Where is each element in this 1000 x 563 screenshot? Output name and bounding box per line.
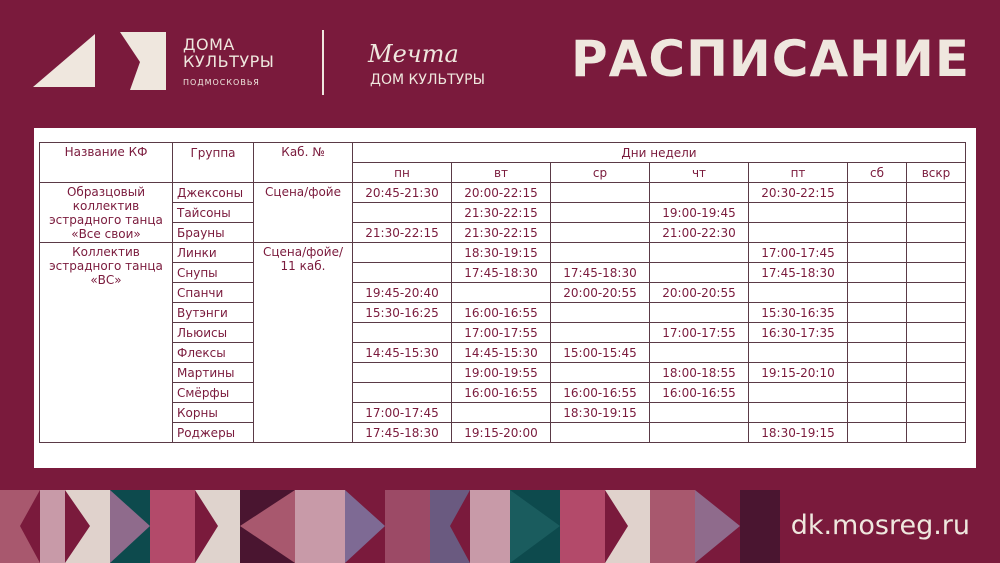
table-row	[40, 383, 966, 403]
table-row	[40, 303, 966, 323]
schedule-body	[40, 183, 966, 443]
time-cell-wed: 17:45-18:30	[551, 263, 650, 283]
time-cell-tue: 18:30-19:15	[452, 243, 551, 263]
time-cell-fri	[749, 403, 848, 423]
time-cell-fri	[749, 383, 848, 403]
room-cell: Сцена/фойе/ 11 каб.	[254, 243, 353, 443]
time-cell-mon	[353, 323, 452, 343]
time-cell-thu: 18:00-18:55	[650, 363, 749, 383]
time-cell-sun	[907, 203, 966, 223]
schedule-table	[39, 142, 966, 443]
time-cell-wed	[551, 203, 650, 223]
time-cell-thu	[650, 243, 749, 263]
time-cell-fri: 20:30-22:15	[749, 183, 848, 203]
header-day-tue: вт	[452, 163, 551, 183]
time-cell-wed	[551, 223, 650, 243]
time-cell-thu: 17:00-17:55	[650, 323, 749, 343]
time-cell-sun	[907, 223, 966, 243]
header-day-thu: чт	[650, 163, 749, 183]
time-cell-wed	[551, 303, 650, 323]
brand-line1: ДОМА	[183, 35, 235, 54]
time-cell-fri	[749, 283, 848, 303]
header-day-fri: пт	[749, 163, 848, 183]
group-name: Флексы	[173, 343, 254, 363]
time-cell-mon	[353, 383, 452, 403]
table-row	[40, 403, 966, 423]
time-cell-tue: 17:00-17:55	[452, 323, 551, 343]
group-name: Корны	[173, 403, 254, 423]
header-divider	[322, 30, 324, 95]
header-day-mon: пн	[353, 163, 452, 183]
time-cell-sat	[848, 363, 907, 383]
time-cell-sun	[907, 243, 966, 263]
time-cell-tue: 20:00-22:15	[452, 183, 551, 203]
time-cell-tue: 17:45-18:30	[452, 263, 551, 283]
time-cell-sat	[848, 203, 907, 223]
time-cell-tue	[452, 403, 551, 423]
group-name: Вутэнги	[173, 303, 254, 323]
group-name: Роджеры	[173, 423, 254, 443]
time-cell-tue: 16:00-16:55	[452, 383, 551, 403]
time-cell-sat	[848, 243, 907, 263]
time-cell-sat	[848, 403, 907, 423]
group-name: Линки	[173, 243, 254, 263]
brand-region: ПОДМОСКОВЬЯ	[183, 78, 260, 87]
header-day-sat: сб	[848, 163, 907, 183]
table-row	[40, 223, 966, 243]
time-cell-mon: 21:30-22:15	[353, 223, 452, 243]
group-name: Тайсоны	[173, 203, 254, 223]
time-cell-thu	[650, 263, 749, 283]
time-cell-fri: 19:15-20:10	[749, 363, 848, 383]
time-cell-sat	[848, 303, 907, 323]
group-name: Снупы	[173, 263, 254, 283]
time-cell-fri	[749, 203, 848, 223]
time-cell-tue: 21:30-22:15	[452, 203, 551, 223]
time-cell-thu: 21:00-22:30	[650, 223, 749, 243]
time-cell-thu	[650, 183, 749, 203]
time-cell-sat	[848, 343, 907, 363]
schedule-panel	[34, 128, 976, 468]
time-cell-tue: 14:45-15:30	[452, 343, 551, 363]
time-cell-mon: 20:45-21:30	[353, 183, 452, 203]
website-link[interactable]: dk.mosreg.ru	[790, 510, 970, 541]
time-cell-tue: 16:00-16:55	[452, 303, 551, 323]
time-cell-sat	[848, 323, 907, 343]
time-cell-mon	[353, 363, 452, 383]
header-room: Каб. №	[254, 143, 353, 183]
time-cell-sun	[907, 403, 966, 423]
time-cell-thu: 16:00-16:55	[650, 383, 749, 403]
time-cell-thu: 19:00-19:45	[650, 203, 749, 223]
time-cell-mon: 15:30-16:25	[353, 303, 452, 323]
time-cell-mon: 19:45-20:40	[353, 283, 452, 303]
time-cell-mon	[353, 263, 452, 283]
group-name: Льюисы	[173, 323, 254, 343]
time-cell-sun	[907, 323, 966, 343]
group-name: Смёрфы	[173, 383, 254, 403]
group-name: Брауны	[173, 223, 254, 243]
time-cell-sun	[907, 383, 966, 403]
time-cell-tue: 21:30-22:15	[452, 223, 551, 243]
time-cell-tue: 19:00-19:55	[452, 363, 551, 383]
time-cell-thu	[650, 423, 749, 443]
brand-name	[183, 36, 274, 70]
table-row	[40, 343, 966, 363]
header	[0, 0, 1000, 125]
time-cell-wed	[551, 423, 650, 443]
brand-line2: КУЛЬТУРЫ	[183, 52, 275, 71]
time-cell-sat	[848, 423, 907, 443]
time-cell-tue	[452, 283, 551, 303]
header-day-sun: вскр	[907, 163, 966, 183]
header-group: Группа	[173, 143, 254, 183]
time-cell-wed	[551, 183, 650, 203]
collective-name: Коллектив эстрадного танца «ВС»	[40, 243, 173, 443]
time-cell-wed: 16:00-16:55	[551, 383, 650, 403]
time-cell-mon	[353, 203, 452, 223]
table-row	[40, 423, 966, 443]
time-cell-wed: 20:00-20:55	[551, 283, 650, 303]
table-row	[40, 263, 966, 283]
header-name: Название КФ	[40, 143, 173, 183]
time-cell-wed	[551, 243, 650, 263]
time-cell-wed	[551, 323, 650, 343]
room-cell: Сцена/фойе	[254, 183, 353, 243]
time-cell-thu	[650, 343, 749, 363]
time-cell-mon: 17:45-18:30	[353, 423, 452, 443]
time-cell-wed	[551, 363, 650, 383]
time-cell-fri	[749, 223, 848, 243]
logo-triangle-icon	[33, 32, 103, 92]
mechta-logo-text: Мечта	[368, 40, 459, 68]
time-cell-fri: 18:30-19:15	[749, 423, 848, 443]
time-cell-wed: 18:30-19:15	[551, 403, 650, 423]
time-cell-mon: 17:00-17:45	[353, 403, 452, 423]
table-row	[40, 203, 966, 223]
header-days-title: Дни недели	[353, 143, 966, 163]
time-cell-thu: 20:00-20:55	[650, 283, 749, 303]
time-cell-fri: 15:30-16:35	[749, 303, 848, 323]
table-row	[40, 243, 966, 263]
time-cell-sat	[848, 263, 907, 283]
time-cell-sun	[907, 343, 966, 363]
mechta-subtitle: ДОМ КУЛЬТУРЫ	[370, 72, 485, 88]
time-cell-thu	[650, 403, 749, 423]
header-day-wed: ср	[551, 163, 650, 183]
time-cell-fri: 16:30-17:35	[749, 323, 848, 343]
time-cell-sun	[907, 283, 966, 303]
time-cell-fri: 17:00-17:45	[749, 243, 848, 263]
time-cell-sat	[848, 223, 907, 243]
time-cell-sun	[907, 263, 966, 283]
collective-name: Образцовый коллектив эстрадного танца «Все свои»	[40, 183, 173, 243]
time-cell-thu	[650, 303, 749, 323]
time-cell-sun	[907, 423, 966, 443]
time-cell-sat	[848, 283, 907, 303]
group-name: Мартины	[173, 363, 254, 383]
page-title: РАСПИСАНИЕ	[571, 30, 970, 88]
time-cell-sun	[907, 183, 966, 203]
time-cell-sun	[907, 363, 966, 383]
time-cell-sat	[848, 383, 907, 403]
group-name: Спанчи	[173, 283, 254, 303]
time-cell-wed: 15:00-15:45	[551, 343, 650, 363]
table-row	[40, 323, 966, 343]
time-cell-mon: 14:45-15:30	[353, 343, 452, 363]
time-cell-tue: 19:15-20:00	[452, 423, 551, 443]
time-cell-sun	[907, 303, 966, 323]
time-cell-mon	[353, 243, 452, 263]
time-cell-fri	[749, 343, 848, 363]
logo-block-icon	[120, 32, 170, 94]
table-row	[40, 183, 966, 203]
group-name: Джексоны	[173, 183, 254, 203]
time-cell-fri: 17:45-18:30	[749, 263, 848, 283]
table-row	[40, 363, 966, 383]
time-cell-sat	[848, 183, 907, 203]
table-row	[40, 283, 966, 303]
